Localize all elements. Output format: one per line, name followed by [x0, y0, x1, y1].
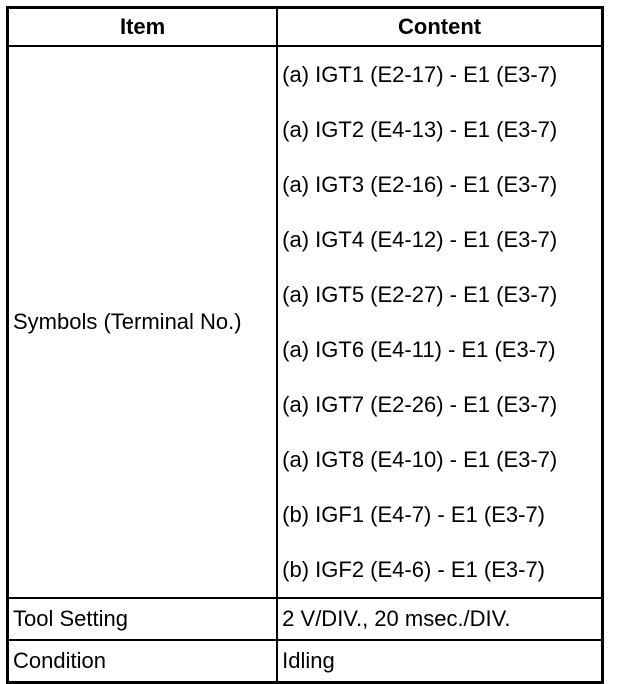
- symbol-line: (a) IGT5 (E2-27) - E1 (E3-7): [282, 282, 558, 307]
- symbols-item-cell: Symbols (Terminal No.): [8, 46, 278, 598]
- table-row-tool-setting: [8, 598, 603, 640]
- tool-setting-content-cell: 2 V/DIV., 20 msec./DIV.: [277, 598, 602, 640]
- condition-content-cell: Idling: [277, 640, 602, 683]
- symbol-line: (a) IGT3 (E2-16) - E1 (E3-7): [282, 172, 558, 197]
- symbol-line: (a) IGT2 (E4-13) - E1 (E3-7): [282, 117, 558, 142]
- symbol-line: (a) IGT4 (E4-12) - E1 (E3-7): [282, 227, 558, 252]
- tool-setting-item-cell: Tool Setting: [8, 598, 278, 640]
- symbol-line: (b) IGF2 (E4-6) - E1 (E3-7): [282, 557, 546, 582]
- symbol-line: (a) IGT7 (E2-26) - E1 (E3-7): [282, 392, 558, 417]
- symbol-line: (b) IGF1 (E4-7) - E1 (E3-7): [282, 502, 546, 527]
- condition-item-cell: Condition: [8, 640, 278, 683]
- header-content: Content: [277, 8, 602, 47]
- header-row: [8, 8, 603, 47]
- symbol-line: (a) IGT8 (E4-10) - E1 (E3-7): [282, 447, 558, 472]
- table-row-symbols: [8, 46, 603, 598]
- symbol-line: (a) IGT1 (E2-17) - E1 (E3-7): [282, 62, 558, 87]
- spec-table: [6, 6, 604, 684]
- symbols-content-cell: [277, 46, 602, 598]
- symbol-line: (a) IGT6 (E4-11) - E1 (E3-7): [282, 337, 556, 362]
- header-item: Item: [8, 8, 278, 47]
- table-row-condition: [8, 640, 603, 683]
